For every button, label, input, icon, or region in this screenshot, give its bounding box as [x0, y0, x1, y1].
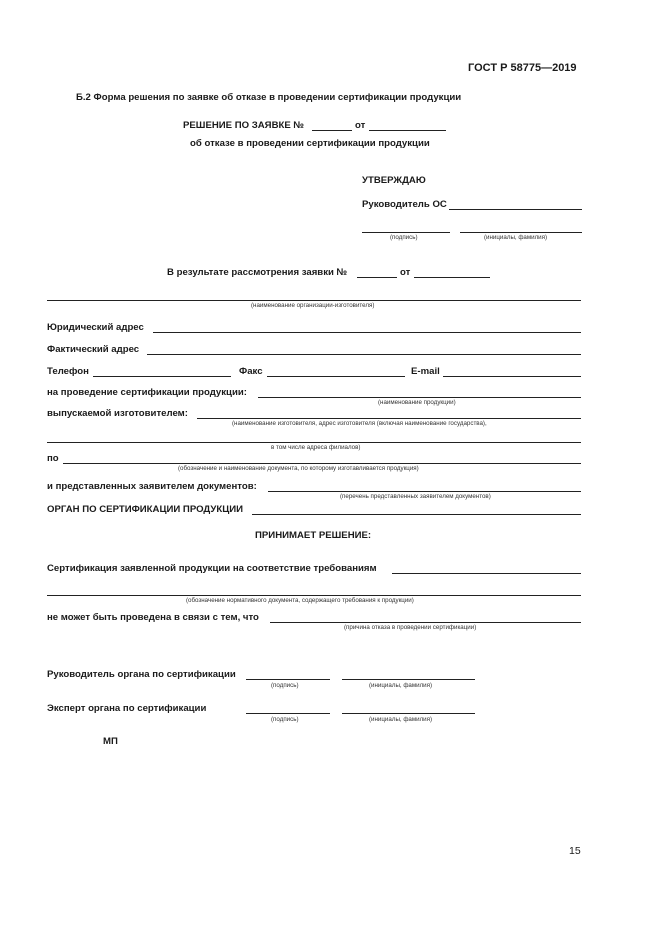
head-os-label: Руководитель ОС [362, 199, 447, 210]
actual-address-field[interactable] [147, 354, 581, 355]
conformity-field[interactable] [392, 573, 581, 574]
phone-field[interactable] [93, 376, 231, 377]
expert-name-field[interactable] [342, 713, 475, 714]
expert-signature-caption: (подпись) [271, 716, 299, 723]
head-os-field[interactable] [449, 209, 582, 210]
manufacturer-caption: (наименование изготовителя, адрес изготовителя (включая наименование государства), [232, 420, 487, 427]
org-name-caption: (наименование организации-изготовителя) [251, 302, 375, 309]
submitted-docs-field[interactable] [268, 491, 581, 492]
decision-title-from: от [355, 120, 366, 131]
stamp-label: МП [103, 736, 118, 747]
by-label: по [47, 453, 59, 464]
legal-address-field[interactable] [153, 332, 581, 333]
approve-signature-field[interactable] [362, 232, 450, 233]
result-number-field[interactable] [357, 277, 397, 278]
document-caption: (обозначение и наименование документа, по которому изготавливается продукция) [178, 465, 419, 472]
submitted-docs-label: и представленных заявителем документов: [47, 481, 257, 492]
head-signature-caption: (подпись) [271, 682, 299, 689]
approve-name-caption: (инициалы, фамилия) [484, 234, 548, 241]
certification-of-label: на проведение сертификации продукции: [47, 387, 247, 398]
head-signature-field[interactable] [246, 679, 330, 680]
result-from: от [400, 267, 411, 278]
fax-field[interactable] [267, 376, 405, 377]
result-prefix: В результате рассмотрения заявки № [167, 267, 348, 278]
reason-caption: (причина отказа в проведении сертификации) [344, 624, 477, 631]
branches-field[interactable] [47, 442, 581, 443]
email-field[interactable] [443, 376, 581, 377]
approve-label: УТВЕРЖДАЮ [362, 175, 426, 186]
document-code: ГОСТ Р 58775—2019 [468, 62, 577, 74]
accepts-decision-heading: ПРИНИМАЕТ РЕШЕНИЕ: [255, 530, 372, 541]
normative-doc-caption: (обозначение нормативного документа, содержащего требования к продукции) [186, 597, 414, 604]
email-label: E-mail [411, 366, 440, 377]
approve-signature-caption: (подпись) [390, 234, 418, 241]
decision-subtitle: об отказе в проведении сертификации продукции [190, 138, 430, 149]
legal-address-label: Юридический адрес [47, 322, 144, 333]
normative-doc-field[interactable] [47, 595, 581, 596]
produced-by-label: выпускаемой изготовителем: [47, 408, 188, 419]
org-name-field[interactable] [47, 300, 581, 301]
application-number-field[interactable] [312, 130, 352, 131]
cannot-label: не может быть проведена в связи с тем, что [47, 612, 259, 623]
product-field[interactable] [258, 397, 581, 398]
cert-body-label: ОРГАН ПО СЕРТИФИКАЦИИ ПРОДУКЦИИ [47, 504, 244, 515]
document-field[interactable] [63, 463, 581, 464]
submitted-docs-caption: (перечень представленных заявителем документов) [340, 493, 491, 500]
decision-title-prefix: РЕШЕНИЕ ПО ЗАЯВКЕ № [183, 120, 305, 131]
fax-label: Факс [239, 366, 263, 377]
actual-address-label: Фактический адрес [47, 344, 140, 355]
phone-label: Телефон [47, 366, 89, 377]
cert-body-field[interactable] [252, 514, 581, 515]
result-date-field[interactable] [414, 277, 490, 278]
product-caption: (наименование продукции) [378, 399, 456, 406]
expert-label: Эксперт органа по сертификации [47, 703, 207, 714]
head-name-field[interactable] [342, 679, 475, 680]
manufacturer-field[interactable] [197, 418, 581, 419]
reason-field[interactable] [270, 622, 581, 623]
approve-name-field[interactable] [460, 232, 582, 233]
head-name-caption: (инициалы, фамилия) [369, 682, 433, 689]
application-date-field[interactable] [369, 130, 446, 131]
branches-caption: в том числе адреса филиалов) [271, 444, 361, 451]
expert-signature-field[interactable] [246, 713, 330, 714]
head-cert-body-label: Руководитель органа по сертификации [47, 669, 236, 680]
page-number: 15 [569, 845, 581, 857]
conformity-label: Сертификация заявленной продукции на соответствие требованиям [47, 563, 377, 574]
section-title: Б.2 Форма решения по заявке об отказе в проведении сертификации продукции [76, 92, 462, 103]
expert-name-caption: (инициалы, фамилия) [369, 716, 433, 723]
